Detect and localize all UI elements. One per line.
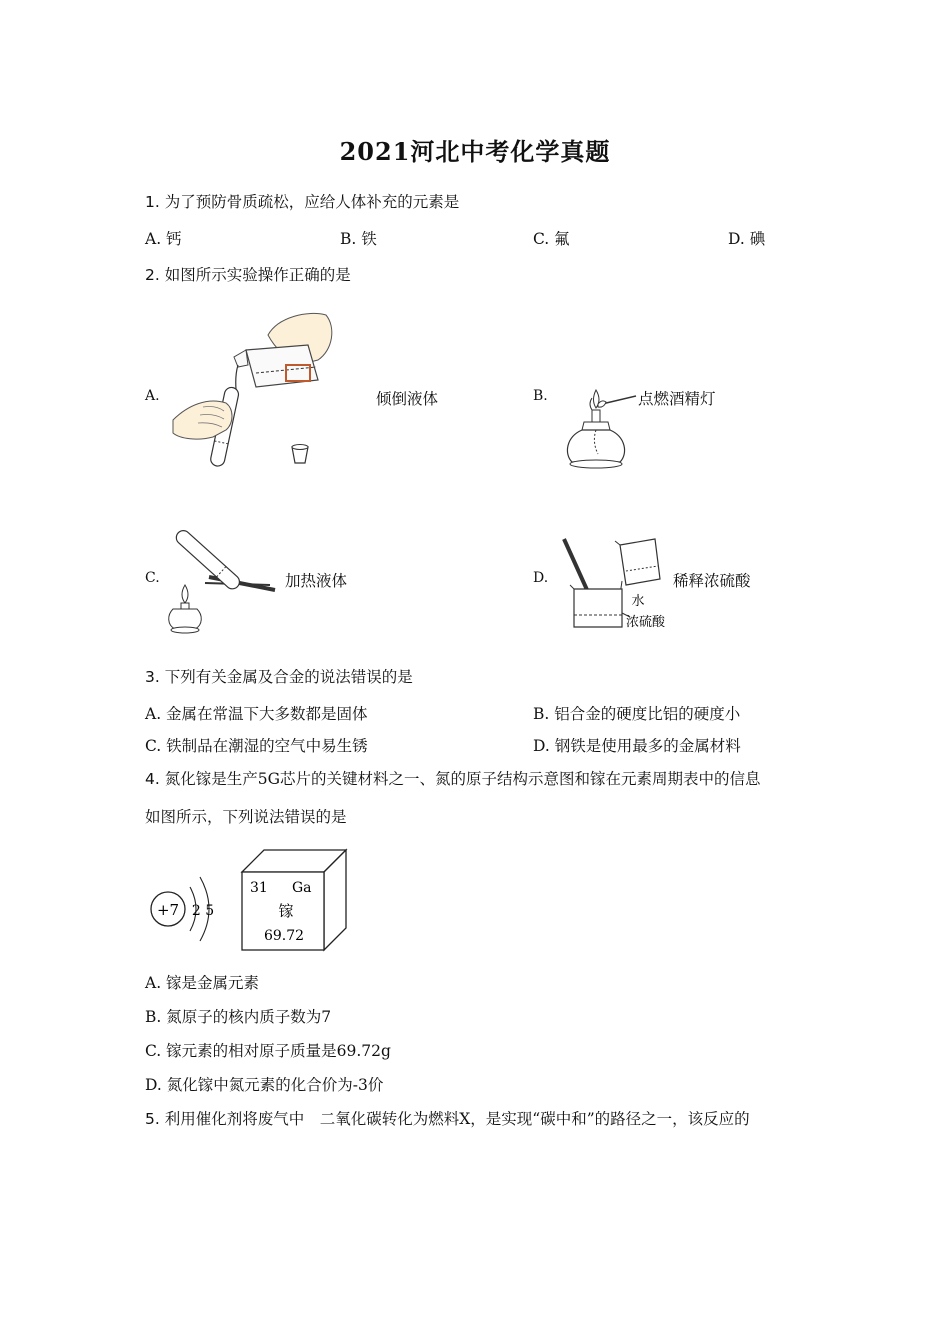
q4-option-d: D. 氮化镓中氮元素的化合价为-3价 xyxy=(145,1076,384,1094)
question-number: 4. xyxy=(145,770,160,788)
question-3 xyxy=(145,665,413,687)
q3-option-c: C. 铁制品在潮湿的空气中易生锈 xyxy=(145,737,368,755)
question-4 xyxy=(145,767,760,789)
atomic-number: 31 xyxy=(250,880,268,896)
alcohol-lamp-figure xyxy=(558,382,638,477)
q2-caption-a: 倾倒液体 xyxy=(376,390,439,408)
question-stem: 氮化镓是生产5G芯片的关键材料之一、氮的原子结构示意图和镓在元素周期表中的信息 xyxy=(164,770,761,788)
question-stem: 下列有关金属及合金的说法错误的是 xyxy=(164,668,413,686)
q1-option-a: A. 钙 xyxy=(145,230,182,248)
acid-label: 浓硫酸 xyxy=(626,615,666,630)
water-label: 水 xyxy=(631,594,645,609)
question-2 xyxy=(145,263,351,285)
q2-letter-b: B. xyxy=(533,388,548,404)
question-4-stem-line2: 如图所示，下列说法错误的是 xyxy=(145,808,347,826)
question-number: 2. xyxy=(145,266,160,284)
q4-option-b: B. 氮原子的核内质子数为7 xyxy=(145,1008,332,1026)
q2-caption-c: 加热液体 xyxy=(285,572,348,590)
diluting-acid-figure xyxy=(560,535,675,635)
electron-shells: 2 5 xyxy=(191,903,215,919)
question-number: 1. xyxy=(145,193,160,211)
q3-option-d: D. 钢铁是使用最多的金属材料 xyxy=(533,737,741,755)
question-stem: 为了预防骨质疏松，应给人体补充的元素是 xyxy=(164,193,460,211)
q2-letter-a: A. xyxy=(145,388,160,404)
q4-option-a: A. 镓是金属元素 xyxy=(145,974,260,992)
nitrogen-atom-diagram xyxy=(148,865,220,950)
element-name: 镓 xyxy=(278,902,294,920)
gallium-periodic-cell xyxy=(240,848,350,953)
q3-option-a: A. 金属在常温下大多数都是固体 xyxy=(145,705,368,723)
q1-option-d: D. 碘 xyxy=(728,230,766,248)
question-stem: 如图所示实验操作正确的是 xyxy=(164,266,351,284)
q2-letter-d: D. xyxy=(533,570,549,586)
page-title: 2021河北中考化学真题 xyxy=(339,137,611,166)
q4-option-c: C. 镓元素的相对原子质量是69.72g xyxy=(145,1042,391,1060)
question-5 xyxy=(145,1107,750,1129)
question-number: 3. xyxy=(145,668,160,686)
pouring-liquid-figure xyxy=(168,305,343,475)
q1-option-c: C. 氟 xyxy=(533,230,570,248)
q2-caption-b: 点燃酒精灯 xyxy=(638,390,716,408)
q1-option-b: B. 铁 xyxy=(340,230,377,248)
q3-option-b: B. 铝合金的硬度比铝的硬度小 xyxy=(533,705,741,723)
heating-liquid-figure xyxy=(165,515,285,635)
q2-letter-c: C. xyxy=(145,570,160,586)
question-stem: 利用催化剂将废气中 二氧化碳转化为燃料X，是实现“碳中和”的路径之一，该反应的 xyxy=(164,1110,750,1128)
nucleus-charge: +7 xyxy=(156,901,180,919)
question-number: 5. xyxy=(145,1110,160,1128)
q2-caption-d: 稀释浓硫酸 xyxy=(673,572,751,590)
atomic-mass: 69.72 xyxy=(263,928,305,944)
question-1 xyxy=(145,190,459,212)
element-symbol: Ga xyxy=(292,880,312,896)
